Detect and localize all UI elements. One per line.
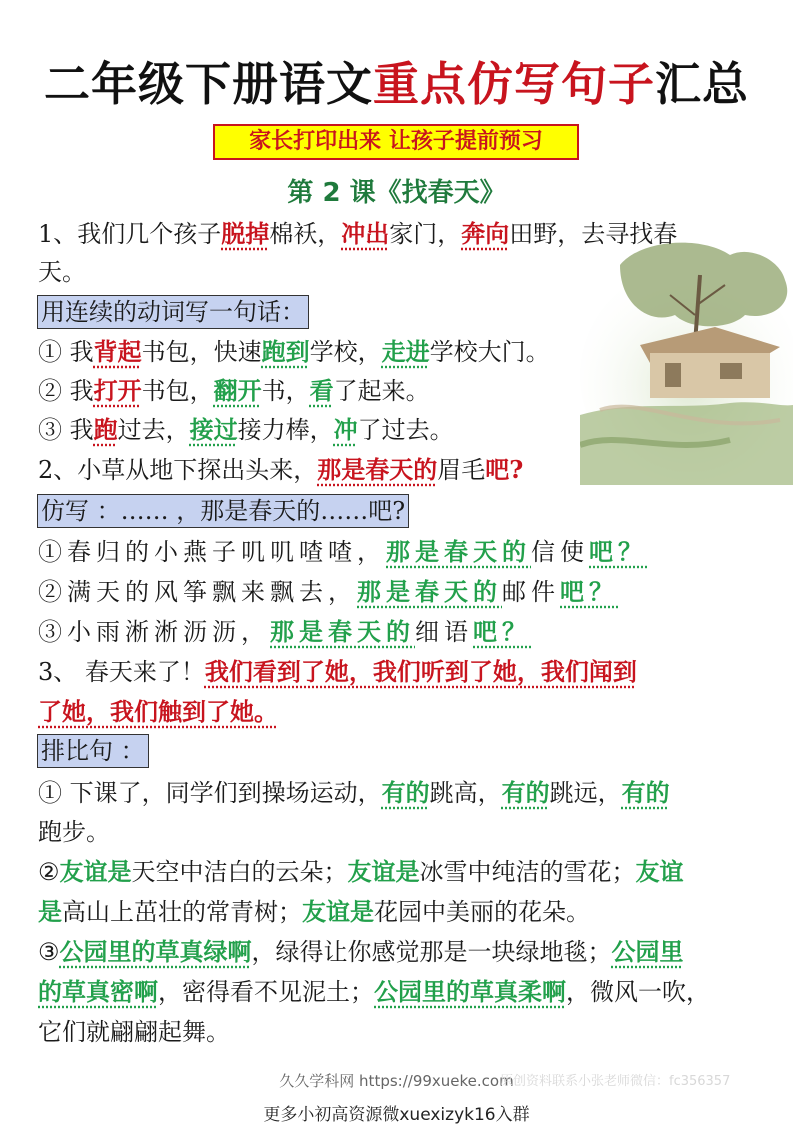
text: ③小雨淅淅沥沥， (38, 618, 270, 646)
lesson-heading: 第 2 课《找春天》 (287, 178, 506, 208)
phrase-highlight: 那是春天的 (317, 455, 438, 484)
phrase-highlight: 公园里的草真柔啊 (374, 977, 566, 1006)
footer-site: 久久学科网 https://99xueke.com (279, 1072, 514, 1090)
spring-landscape-illustration (580, 235, 793, 485)
text: 学校大门。 (429, 338, 550, 366)
text: 我 (62, 338, 94, 366)
text: 花园中美丽的花朵。 (374, 898, 590, 926)
phrase-highlight: 吧？ (589, 537, 647, 566)
phrase-highlight: 公园里的草真绿啊 (59, 937, 252, 966)
item-number: ② (38, 377, 62, 405)
phrase-highlight: 的草真密啊 (38, 977, 158, 1006)
verb-highlight: 脱掉 (221, 219, 270, 248)
verb-highlight: 冲出 (341, 219, 390, 248)
text: 跳远， (549, 779, 622, 807)
example-2 (38, 375, 430, 407)
text: 2、小草从地下探出头来， (38, 456, 318, 484)
item-number: ① (38, 338, 62, 366)
watermark-text: 原创资料联系小张老师微信：fc356357 (500, 1074, 731, 1089)
sentence-1-line-1 (38, 218, 677, 250)
phrase-highlight: 吧？ (560, 577, 618, 606)
text: 田野，去寻找春 (509, 220, 678, 248)
parallel-2-line-2 (38, 896, 590, 928)
phrase-highlight: 有的 (381, 778, 430, 807)
text: 书包，快速 (141, 338, 262, 366)
phrase-highlight: 那是春天的 (270, 617, 415, 646)
text: 高山上茁壮的常青树； (62, 898, 302, 926)
text: 书包， (141, 377, 214, 405)
imitation-2 (38, 576, 618, 608)
parallel-1-line-1 (38, 777, 670, 809)
text: 眉毛 (437, 456, 486, 484)
exercise-label-3: 排比句 ： (37, 734, 149, 768)
phrase-highlight: 友谊是 (347, 857, 420, 886)
verb-highlight: 走进 (381, 337, 430, 366)
phrase-highlight: 友谊 (635, 857, 684, 886)
verb-highlight: 冲 (333, 415, 358, 444)
text: 1、我们几个孩子 (38, 220, 222, 248)
phrase-highlight: 有的 (621, 778, 670, 807)
text: ，微风一吹， (566, 978, 710, 1006)
phrase-highlight: 是 (38, 897, 62, 926)
text: 了起来。 (333, 377, 430, 405)
sentence-3-line-2 (38, 696, 278, 728)
item-number: ③ (38, 416, 62, 444)
verb-highlight: 背起 (93, 337, 142, 366)
item-number: ③ (38, 938, 60, 966)
text: 邮件 (502, 578, 560, 606)
text: 天空中洁白的云朵； (131, 858, 348, 886)
verb-highlight: 跑 (93, 415, 118, 444)
verb-highlight: 看 (309, 376, 334, 405)
title-part-1: 二年级下册语文 (44, 57, 373, 111)
phrase-highlight: 友谊是 (59, 857, 132, 886)
phrase-highlight: 那是春天的 (386, 537, 531, 566)
phrase-highlight: 公园里 (611, 937, 684, 966)
phrase-highlight: 我们看到了她，我们听到了她，我们闻到 (204, 657, 637, 686)
footer-group: 更多小初高资源微xuexizyk16入群 (263, 1105, 530, 1125)
phrase-highlight: 吧？ (473, 617, 531, 646)
text: 了过去。 (357, 416, 454, 444)
text: 细语 (415, 618, 473, 646)
text: ① 下课了，同学们到操场运动， (38, 779, 382, 807)
example-1 (38, 336, 550, 368)
text: 跳高， (429, 779, 502, 807)
example-3 (38, 414, 454, 446)
parallel-3-line-3: 它们就翩翩起舞。 (38, 1018, 230, 1046)
sentence-3-line-1 (38, 656, 637, 688)
text: 书， (261, 377, 310, 405)
parallel-1-line-2: 跑步。 (38, 818, 110, 846)
text: 信使 (531, 538, 589, 566)
text: 我 (62, 377, 94, 405)
phrase-highlight: 了她，我们触到了她。 (38, 697, 278, 726)
text: 我 (62, 416, 94, 444)
phrase-highlight: 友谊是 (302, 897, 374, 926)
phrase-highlight: 吧? (485, 455, 524, 484)
parallel-3-line-1 (38, 936, 684, 968)
exercise-label-2: 仿写 ：…… ，那是春天的……吧? (37, 494, 409, 528)
text: 冰雪中纯洁的雪花； (419, 858, 636, 886)
title-part-2: 重点仿写句子 (373, 57, 655, 111)
verb-highlight: 翻开 (213, 376, 262, 405)
verb-highlight: 奔向 (461, 219, 510, 248)
text: 学校， (309, 338, 382, 366)
phrase-highlight: 那是春天的 (357, 577, 502, 606)
imitation-1 (38, 536, 647, 568)
text: 接力棒， (237, 416, 334, 444)
text: ②满天的风筝飘来飘去， (38, 578, 357, 606)
imitation-3 (38, 616, 531, 648)
title-part-3: 汇总 (655, 57, 749, 111)
text: 过去， (117, 416, 190, 444)
text: 3、 春天来了！ (38, 658, 205, 686)
text: ①春归的小燕子叽叽喳喳， (38, 538, 386, 566)
sentence-1-line-2: 天。 (38, 258, 86, 286)
phrase-highlight: 有的 (501, 778, 550, 807)
verb-highlight: 打开 (93, 376, 142, 405)
page-title (0, 48, 793, 114)
text: 家门， (389, 220, 462, 248)
verb-highlight: 接过 (189, 415, 238, 444)
parallel-3-line-2 (38, 976, 710, 1008)
sentence-2 (38, 454, 523, 486)
verb-highlight: 跑到 (261, 337, 310, 366)
parallel-2-line-1 (38, 856, 684, 888)
text: ，绿得让你感觉那是一块绿地毯； (251, 938, 612, 966)
exercise-label-1: 用连续的动词写一句话： (37, 295, 309, 329)
text: 棉袄， (269, 220, 342, 248)
text: ，密得看不见泥土； (158, 978, 374, 1006)
item-number: ② (38, 858, 60, 886)
subtitle-banner: 家长打印出来 让孩子提前预习 (213, 124, 579, 160)
